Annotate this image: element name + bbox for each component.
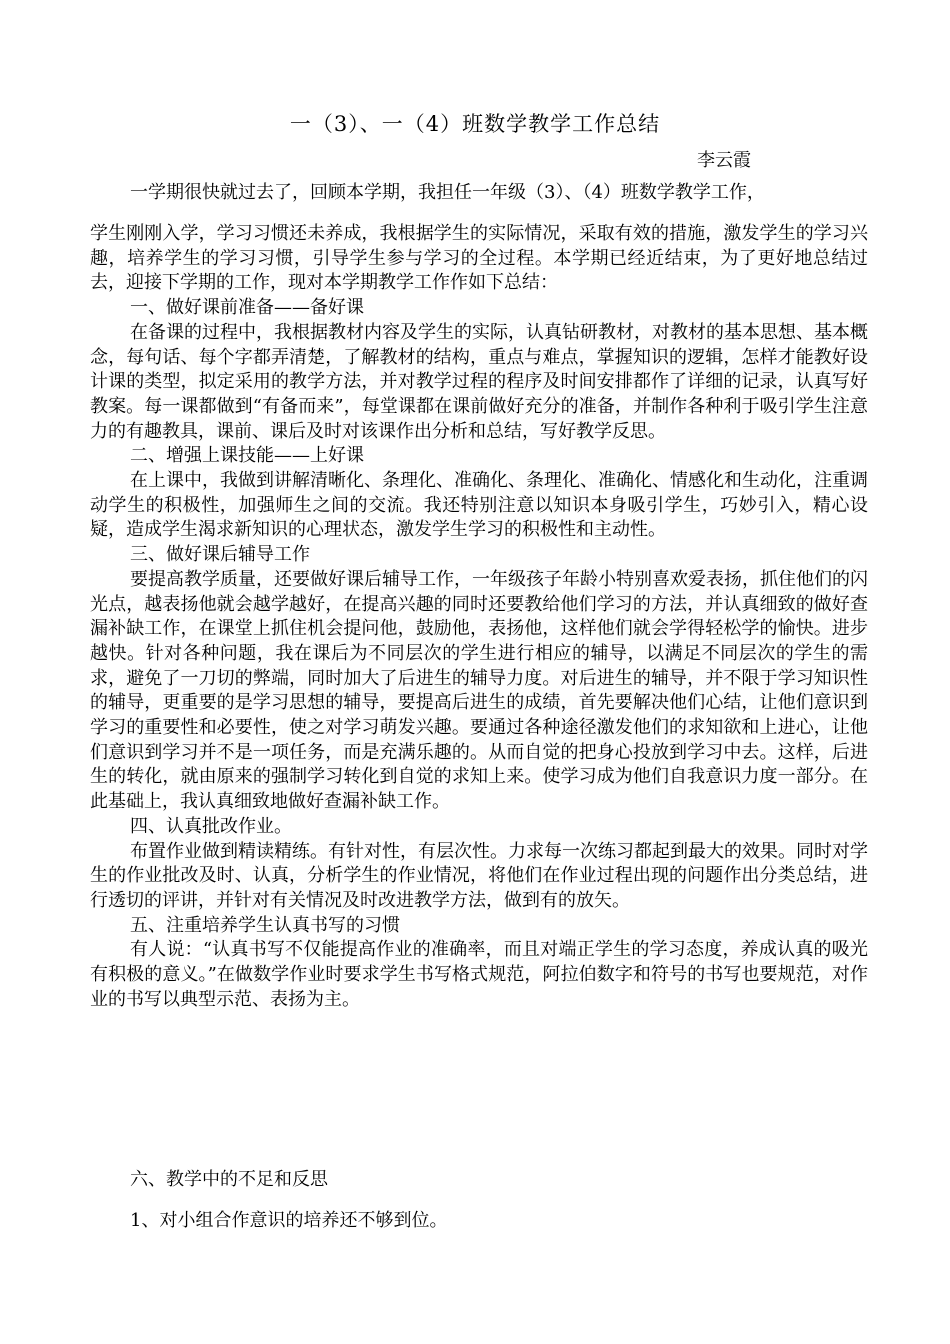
section-heading-3: 三、做好课后辅导工作 [130,544,310,566]
author-name: 李云霞 [697,150,751,171]
section-heading-1: 一、做好课前准备——备好课 [130,297,364,319]
section-body-1: 在备课的过程中，我根据教材内容及学生的实际，认真钻研教材，对教材的基本思想、基本概念，每句话、每个字都弄清楚，了解教材的结构，重点与难点，掌握知识的逻辑，怎样才能教好设计课的类型，拟定采用的教学方法，并对教学过程的程序及时间安排都作了详细的记录，认真写好教案。每一课都做到“有备而来”，每堂课都在课前做好充分的准备，并制作各种利于吸引学生注意力的有趣教具，课前、课后及时对该课作出分析和总结，写好教学反思。 [90,321,868,442]
section-heading-6: 六、教学中的不足和反思 [130,1169,328,1190]
section-body-2: 在上课中，我做到讲解清晰化、条理化、准确化、条理化、准确化、情感化和生动化，注重调动学生的积极性，加强师生之间的交流。我还特别注意以知识本身吸引学生，巧妙引入，精心设疑，造成学生渴求新知识的心理状态，激发学生学习的积极性和主动性。 [90,470,868,541]
section-heading-4: 四、认真批改作业。 [130,815,292,837]
section-body-4: 布置作业做到精读精练。有针对性，有层次性。力求每一次练习都起到最大的效果。同时对学生的作业批改及时、认真，分析学生的作业情况，将他们在作业过程出现的问题作出分类总结，进行透切的评讲，并针对有关情况及时改进教学方法，做到有的放矢。 [90,840,868,911]
section-heading-2: 二、增强上课技能——上好课 [130,445,364,467]
section-body-3: 要提高教学质量，还要做好课后辅导工作，一年级孩子年龄小特别喜欢爱表扬，抓住他们的闪光点，越表扬他就会越学越好，在提高兴趣的同时还要教给他们学习的方法，并认真细致的做好查漏补缺工作，在课堂上抓住机会提问他，鼓励他，表扬他，这样他们就会学得轻松学的愉快。进步越快。针对各种问题，我在课后为不同层次的学生进行相应的辅导，以满足不同层次的学生的需求，避免了一刀切的弊端，同时加大了后进生的辅导力度。对后进生的辅导，并不限于学习知识性的辅导，更重要的是学习思想的辅导，要提高后进生的成绩，首先要解决他们心结，让他们意识到学习的重要性和必要性，使之对学习萌发兴趣。要通过各种途径激发他们的求知欲和上进心，让他们意识到学习并不是一项任务，而是充满乐趣的。从而自觉的把身心投放到学习中去。这样，后进生的转化，就由原来的强制学习转化到自觉的求知上来。使学习成为他们自我意识力度一部分。在此基础上，我认真细致地做好查漏补缺工作。 [90,568,868,813]
section-heading-5: 五、注重培养学生认真书写的习惯 [130,914,400,936]
document-title: 一（3）、一（4）班数学教学工作总结 [289,112,661,136]
section-body-5: 有人说：“认真书写不仅能提高作业的准确率，而且对端正学生的学习态度，养成认真的吸光有积极的意义。”在做数学作业时要求学生书写格式规范，阿拉伯数字和符号的书写也要规范，对作业的书写以典型示范、表扬为主。 [90,939,868,1010]
intro-first-line: 一学期很快就过去了，回顾本学期，我担任一年级（3）、（4）班数学教学工作， [130,182,765,203]
intro-paragraph: 学生刚刚入学，学习习惯还未养成，我根据学生的实际情况，采取有效的措施，激发学生的学习兴趣，培养学生的学习习惯，引导学生参与学习的全过程。本学期已经近结束，为了更好地总结过去，迎接下学期的工作，现对本学期教学工作作如下总结： [90,223,868,294]
document-body [90,222,868,1013]
reflection-point-1: 1、对小组合作意识的培养还不够到位。 [130,1210,448,1231]
